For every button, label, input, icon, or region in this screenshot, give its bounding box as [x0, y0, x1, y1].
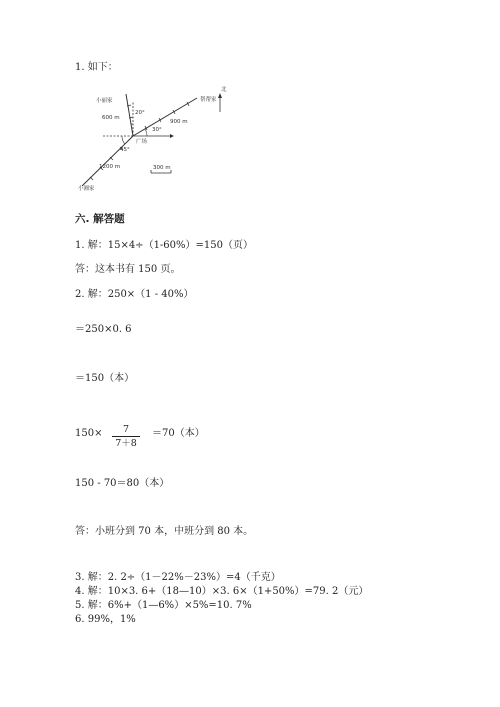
label-angle-45: 45°: [120, 147, 130, 153]
q6-solution: 6. 99%，1%: [75, 614, 136, 625]
q2-solution-line2: ＝250×0. 6: [75, 324, 132, 335]
label-angle-20: 20°: [135, 110, 145, 116]
label-north: 北: [221, 87, 227, 93]
q5-solution: 5. 解：6%+（1—6%）×5%=10. 7%: [75, 600, 252, 611]
label-xiaoxiang: 小湘家: [78, 186, 95, 192]
q2-answer: 答：小班分到 70 本，中班分到 80 本。: [75, 526, 254, 537]
line-to-xiaoli: [126, 94, 133, 136]
q1-answer: 答：这本书有 150 页。: [75, 264, 181, 275]
fraction-numerator: 7: [122, 424, 130, 435]
label-distance-1200: 1200 m: [99, 164, 121, 170]
line-to-bangbang: [133, 98, 197, 136]
label-distance-600: 600 m: [102, 115, 120, 121]
location-diagram: [75, 80, 235, 198]
q2-solution-line3: ＝150（本）: [75, 373, 135, 384]
q2-solution-line5: 150 - 70＝80（本）: [75, 478, 170, 489]
q2-fraction-prefix: 150×: [75, 428, 103, 439]
label-angle-30: 30°: [152, 127, 162, 133]
label-plaza: 广场: [136, 139, 148, 145]
q2-fraction: [112, 424, 140, 449]
label-scale: 300 m: [153, 165, 171, 171]
q1-solution: 1. 解：15×4÷（1-60%）=150（页）: [75, 240, 253, 251]
fraction-bar: [112, 436, 140, 437]
item-1-heading: 1. 如下：: [75, 62, 118, 73]
label-distance-900: 900 m: [170, 119, 188, 125]
section-title: 六. 解答题: [75, 213, 125, 225]
line-to-xiaoxiang: [82, 136, 133, 186]
label-xiaoli: 小丽家: [96, 98, 113, 104]
label-bangbang: 帮帮家: [200, 97, 217, 103]
fraction-denominator: 7＋8: [115, 438, 137, 449]
q4-solution: 4. 解：10×3. 6+（18—10）×3. 6×（1+50%）=79. 2（元）: [75, 586, 369, 597]
q2-fraction-result: ＝70（本）: [152, 428, 205, 439]
q2-solution-line1: 2. 解：250×（1 - 40%）: [75, 289, 194, 300]
q3-solution: 3. 解：2. 2÷（1－22%－23%）=4（千克）: [75, 572, 281, 583]
